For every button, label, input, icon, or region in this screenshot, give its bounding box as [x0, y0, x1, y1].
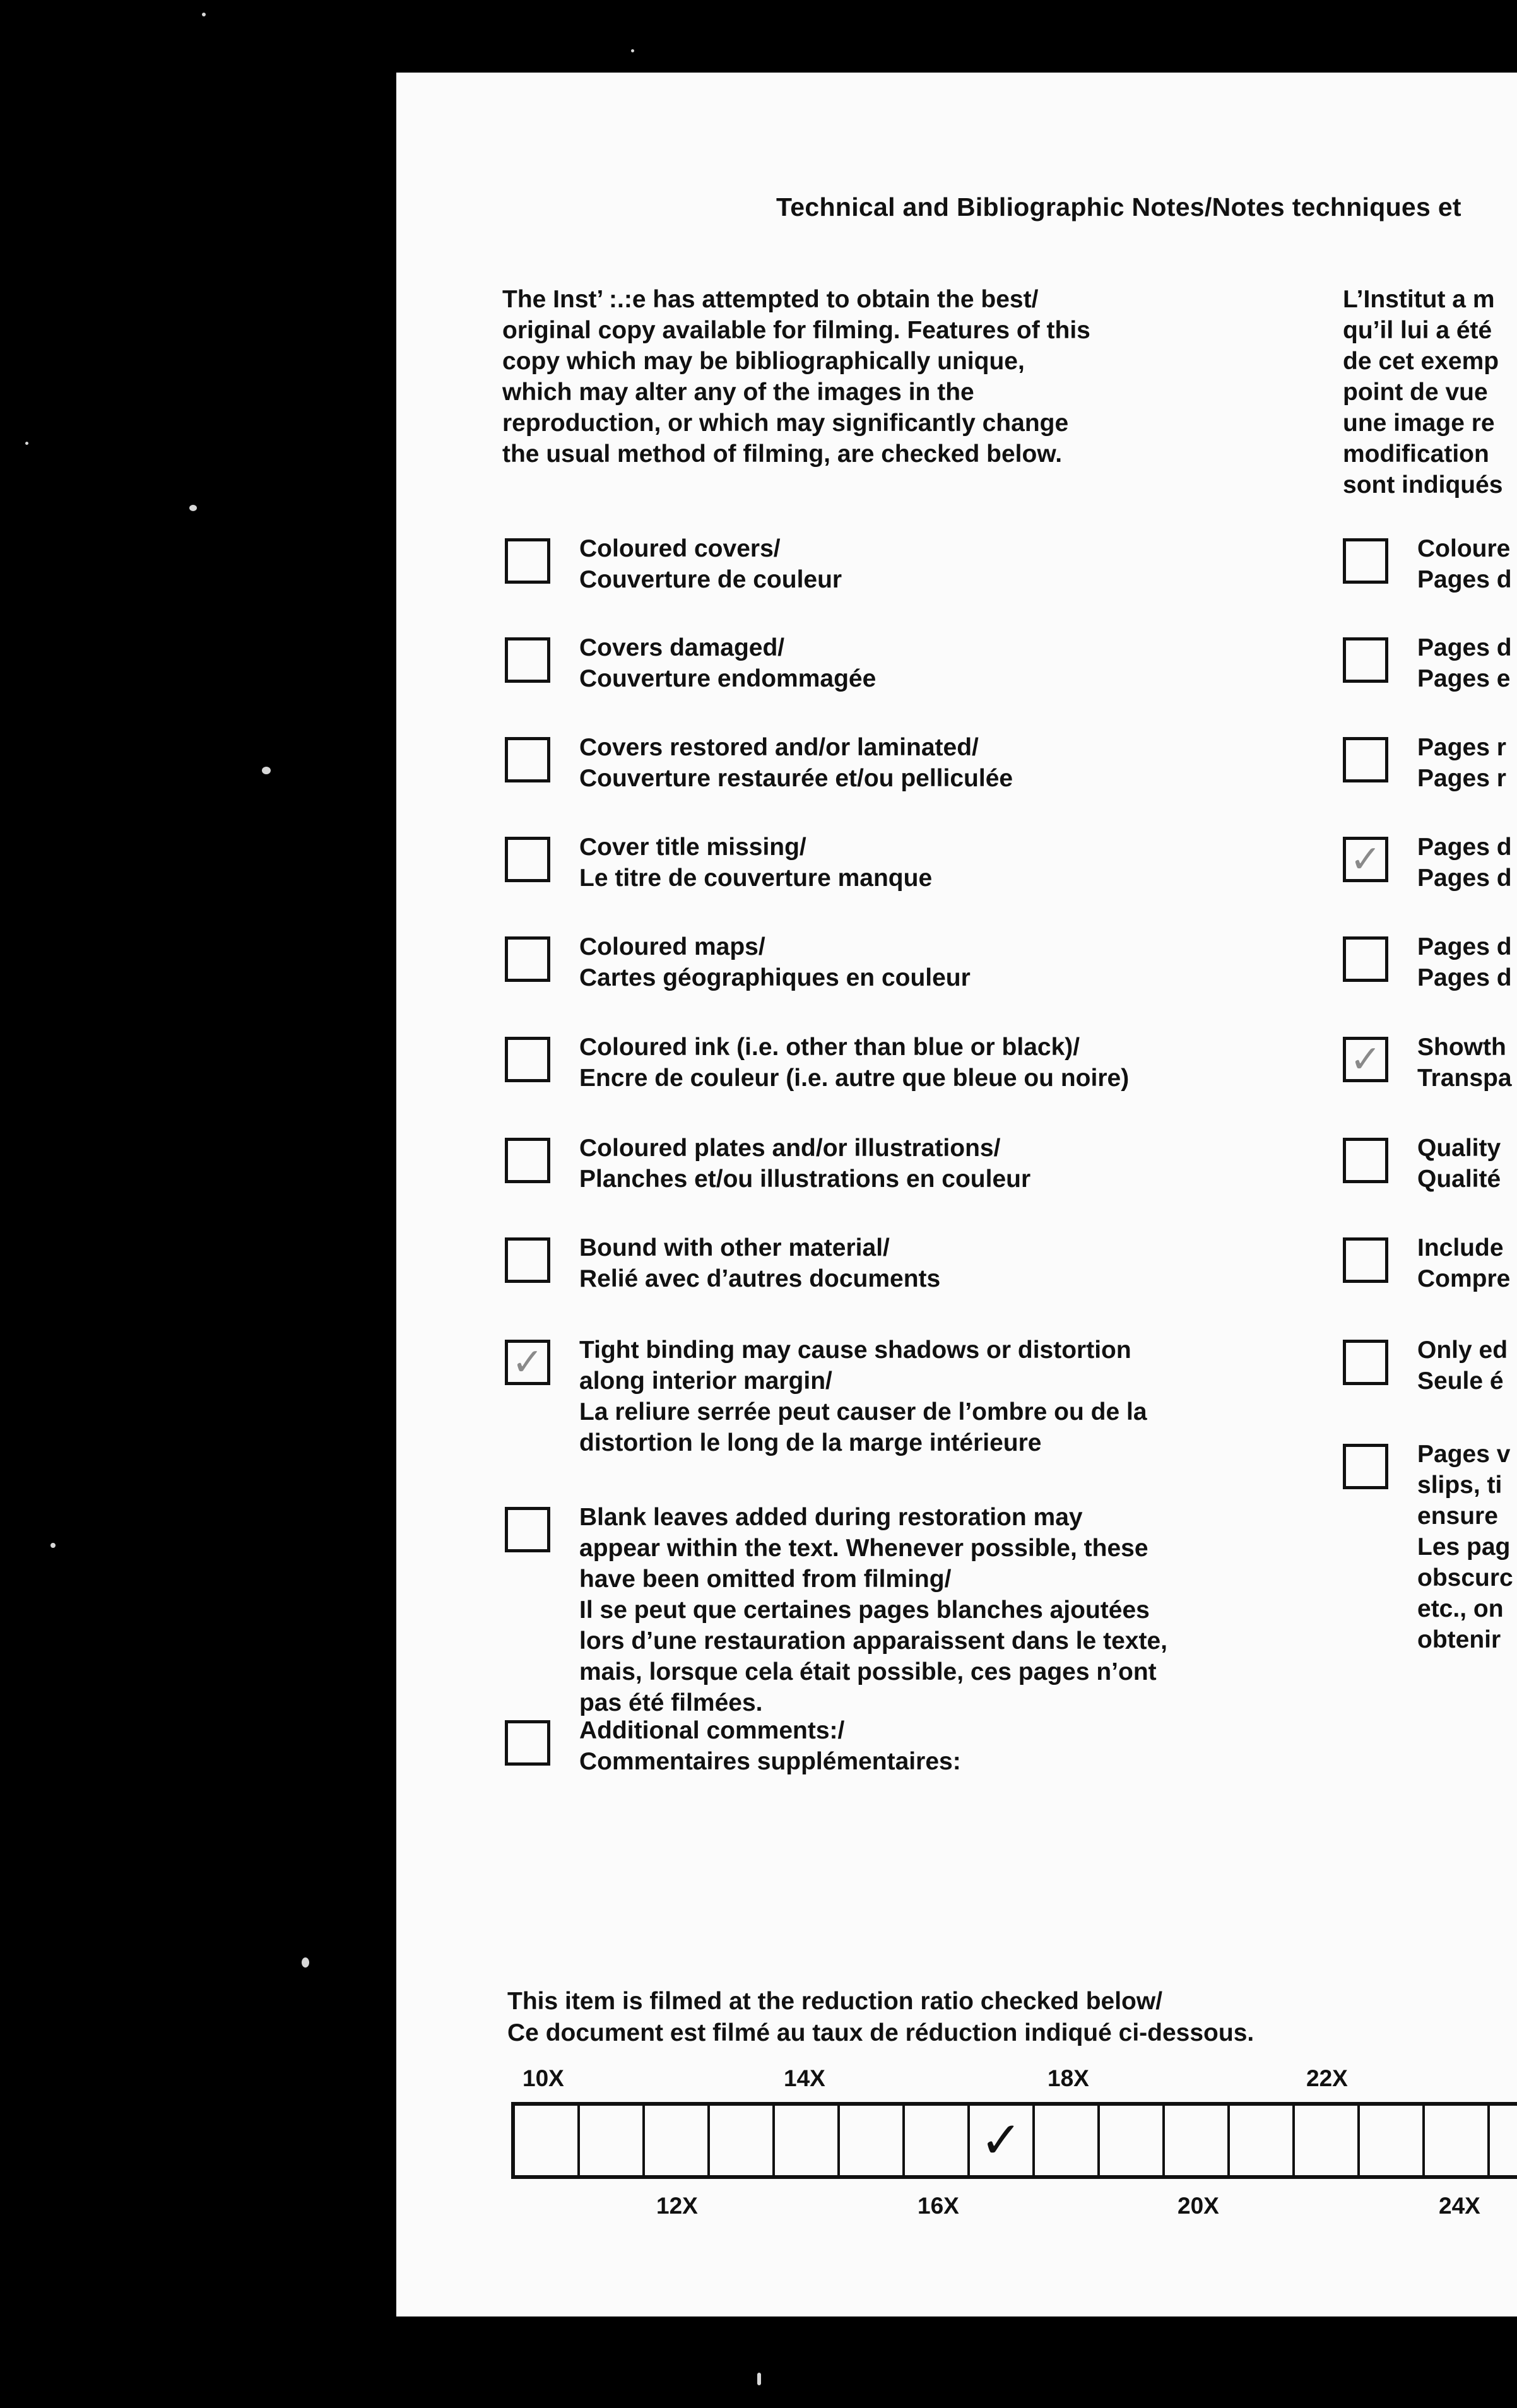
left-checkbox[interactable]	[505, 1037, 550, 1082]
left-item-line: Commentaires supplémentaires:	[579, 1748, 961, 1775]
dust-speck	[202, 13, 206, 16]
intro-fr-line: une image re	[1343, 410, 1495, 437]
reduction-ratio-caption	[507, 1986, 1254, 2049]
intro-en-line: original copy available for filming. Features of this	[502, 317, 1090, 344]
intro-en-line: which may alter any of the images in the	[502, 379, 974, 406]
left-item-line: Bound with other material/	[579, 1234, 890, 1261]
right-item-label	[1417, 931, 1517, 993]
left-item-line: Coloured ink (i.e. other than blue or black)/	[579, 1034, 1080, 1061]
ratio-label-14x: 14X	[784, 2065, 825, 2091]
right-item-line: Showth	[1417, 1034, 1506, 1061]
ratio-label-22x: 22X	[1306, 2065, 1348, 2091]
left-item-line: Covers damaged/	[579, 634, 785, 661]
intro-fr-line: sont indiqués	[1343, 471, 1503, 499]
left-item-line: mais, lorsque cela était possible, ces pages n’ont	[579, 1658, 1157, 1685]
right-item-line: etc., on	[1417, 1595, 1504, 1622]
intro-en-line: the usual method of filming, are checked below.	[502, 440, 1063, 468]
left-item-label	[579, 732, 1463, 794]
left-item-label	[579, 1232, 1463, 1294]
ratio-cell[interactable]	[840, 2106, 905, 2175]
left-item-line: along interior margin/	[579, 1367, 832, 1395]
right-checkbox[interactable]	[1343, 1444, 1388, 1489]
left-item-line: Tight binding may cause shadows or distortion	[579, 1337, 1131, 1364]
left-item-line: Covers restored and/or laminated/	[579, 734, 979, 761]
left-item-line: Blank leaves added during restoration may	[579, 1504, 1083, 1531]
checkmark-icon: ✓	[979, 2111, 1023, 2169]
left-item-line: Il se peut que certaines pages blanches ajoutées	[579, 1596, 1150, 1624]
left-checkbox[interactable]	[505, 1237, 550, 1283]
left-item-line: Coloured plates and/or illustrations/	[579, 1135, 1001, 1162]
right-item-line: Pages d	[1417, 566, 1512, 593]
ratio-label-12x: 12X	[656, 2193, 698, 2219]
dust-speck	[302, 1957, 309, 1968]
right-item-label	[1417, 1335, 1517, 1396]
left-item-label	[579, 1032, 1463, 1094]
left-item-line: Couverture endommagée	[579, 665, 877, 692]
left-checkbox[interactable]	[505, 737, 550, 782]
reduction-caption-en: This item is filmed at the reduction ratio checked below/	[507, 1988, 1163, 2015]
right-checkbox[interactable]	[1343, 1037, 1388, 1082]
left-item-line: Cover title missing/	[579, 834, 806, 861]
right-checkbox[interactable]	[1343, 936, 1388, 982]
right-item-line: Pages r	[1417, 734, 1506, 761]
dust-speck	[631, 49, 634, 52]
left-item-line: Additional comments:/	[579, 1717, 845, 1744]
ratio-label-20x: 20X	[1178, 2193, 1219, 2219]
ratio-cell[interactable]	[580, 2106, 645, 2175]
left-item-label	[579, 1502, 1463, 1718]
ratio-label-24x: 24X	[1439, 2193, 1480, 2219]
ratio-cell[interactable]	[905, 2106, 970, 2175]
ratio-label-18x: 18X	[1048, 2065, 1089, 2091]
left-checkbox[interactable]	[505, 637, 550, 683]
right-item-label	[1417, 1232, 1517, 1294]
right-checkbox[interactable]	[1343, 1340, 1388, 1385]
left-item-line: Relié avec d’autres documents	[579, 1265, 941, 1292]
right-item-line: Pages d	[1417, 834, 1512, 861]
ratio-cell[interactable]	[1165, 2106, 1230, 2175]
right-item-label	[1417, 1439, 1517, 1655]
dust-speck	[189, 505, 197, 511]
right-item-line: slips, ti	[1417, 1472, 1502, 1499]
ratio-cell[interactable]	[1425, 2106, 1490, 2175]
intro-fr-line: de cet exemp	[1343, 348, 1499, 375]
right-item-line: Coloure	[1417, 535, 1511, 562]
ratio-cell[interactable]	[645, 2106, 710, 2175]
left-item-label	[579, 1133, 1463, 1195]
ratio-cell[interactable]	[515, 2106, 580, 2175]
left-item-line: Cartes géographiques en couleur	[579, 964, 971, 991]
ratio-cell[interactable]	[1295, 2106, 1360, 2175]
right-item-label	[1417, 1032, 1517, 1094]
left-item-line: lors d’une restauration apparaissent dans le texte,	[579, 1627, 1167, 1655]
dust-speck	[262, 767, 271, 774]
right-checkbox[interactable]	[1343, 737, 1388, 782]
left-item-line: Coloured maps/	[579, 933, 765, 960]
ratio-cell[interactable]	[775, 2106, 840, 2175]
right-item-line: Include	[1417, 1234, 1504, 1261]
right-item-line: Pages d	[1417, 634, 1512, 661]
right-item-line: Quality	[1417, 1135, 1501, 1162]
intro-fr-line: point de vue	[1343, 379, 1488, 406]
right-checkbox[interactable]	[1343, 1138, 1388, 1183]
checkmark-icon: ✓	[511, 1340, 544, 1384]
intro-en-line: copy which may be bibliographically unique,	[502, 348, 1025, 375]
right-checkbox[interactable]	[1343, 637, 1388, 683]
left-checkbox[interactable]	[505, 538, 550, 584]
left-item-line: Encre de couleur (i.e. autre que bleue ou noire)	[579, 1065, 1130, 1092]
right-checkbox[interactable]	[1343, 837, 1388, 882]
left-item-label	[579, 632, 1463, 694]
page-title: Technical and Bibliographic Notes/Notes techniques et	[776, 192, 1461, 221]
right-item-label	[1417, 533, 1517, 595]
right-item-line: Pages d	[1417, 933, 1512, 960]
right-item-line: Qualité	[1417, 1166, 1501, 1193]
intro-fr-line: qu’il lui a été	[1343, 317, 1492, 344]
right-checkbox[interactable]	[1343, 1237, 1388, 1283]
ratio-cell[interactable]	[710, 2106, 775, 2175]
right-item-label	[1417, 632, 1517, 694]
left-item-line: Planches et/ou illustrations en couleur	[579, 1166, 1031, 1193]
right-item-line: ensure	[1417, 1502, 1498, 1530]
left-item-line: Couverture restaurée et/ou pelliculée	[579, 765, 1013, 792]
right-item-line: Pages d	[1417, 964, 1512, 991]
intro-paragraph-en	[502, 284, 1196, 469]
ratio-cell[interactable]	[1490, 2106, 1517, 2175]
ratio-cell[interactable]	[1360, 2106, 1425, 2175]
ratio-label-10x: 10X	[522, 2065, 564, 2091]
right-item-label	[1417, 732, 1517, 794]
checkmark-icon: ✓	[1349, 837, 1382, 882]
reduction-caption-fr: Ce document est filmé au taux de réduction indiqué ci-dessous.	[507, 2019, 1254, 2046]
intro-en-line: The Inst’ :.:e has attempted to obtain the best/	[502, 286, 1039, 313]
right-item-line: Pages d	[1417, 865, 1512, 892]
left-item-line: Coloured covers/	[579, 535, 781, 562]
left-item-label	[579, 1335, 1463, 1458]
left-item-line: Couverture de couleur	[579, 566, 842, 593]
right-checkbox[interactable]	[1343, 538, 1388, 584]
ratio-cell[interactable]	[1230, 2106, 1295, 2175]
left-checkbox[interactable]	[505, 1340, 550, 1385]
left-checkbox[interactable]	[505, 936, 550, 982]
left-item-line: La reliure serrée peut causer de l’ombre ou de la	[579, 1398, 1147, 1425]
dust-speck	[757, 2373, 761, 2385]
right-item-line: obscurc	[1417, 1564, 1513, 1591]
left-checkbox[interactable]	[505, 1138, 550, 1183]
right-item-line: Transpa	[1417, 1065, 1512, 1092]
left-item-line: appear within the text. Whenever possible, these	[579, 1535, 1148, 1562]
left-item-line: pas été filmées.	[579, 1689, 763, 1716]
dust-speck	[25, 442, 28, 445]
left-item-line: have been omitted from filming/	[579, 1566, 952, 1593]
ratio-label-16x: 16X	[918, 2193, 959, 2219]
dust-speck	[50, 1543, 56, 1548]
left-checkbox[interactable]	[505, 837, 550, 882]
left-item-label	[579, 931, 1463, 993]
right-item-label	[1417, 1133, 1517, 1195]
left-item-line: Le titre de couverture manque	[579, 865, 933, 892]
ratio-cell[interactable]	[1035, 2106, 1100, 2175]
right-item-line: Pages e	[1417, 665, 1511, 692]
left-checkbox[interactable]	[505, 1720, 550, 1766]
left-item-label	[579, 533, 1463, 595]
intro-paragraph-fr	[1343, 284, 1517, 500]
right-item-line: Seule é	[1417, 1367, 1504, 1395]
right-item-label	[1417, 832, 1517, 894]
right-item-line: obtenir	[1417, 1626, 1501, 1653]
intro-fr-line: L’Institut a m	[1343, 286, 1495, 313]
intro-fr-line: modification	[1343, 440, 1489, 468]
reduction-ratio-strip	[511, 2102, 1517, 2179]
right-item-line: Pages r	[1417, 765, 1506, 792]
left-item-label	[579, 1715, 1463, 1777]
right-item-line: Pages v	[1417, 1441, 1511, 1468]
right-item-line: Les pag	[1417, 1533, 1511, 1561]
scanned-page	[396, 73, 1517, 2317]
left-checkbox[interactable]	[505, 1507, 550, 1552]
intro-en-line: reproduction, or which may significantly change	[502, 410, 1069, 437]
right-item-line: Only ed	[1417, 1337, 1508, 1364]
left-item-label	[579, 832, 1463, 894]
ratio-cell[interactable]	[970, 2106, 1035, 2175]
checkmark-icon: ✓	[1349, 1037, 1382, 1082]
ratio-cell[interactable]	[1100, 2106, 1165, 2175]
right-item-line: Compre	[1417, 1265, 1511, 1292]
left-item-line: distortion le long de la marge intérieure	[579, 1429, 1042, 1456]
